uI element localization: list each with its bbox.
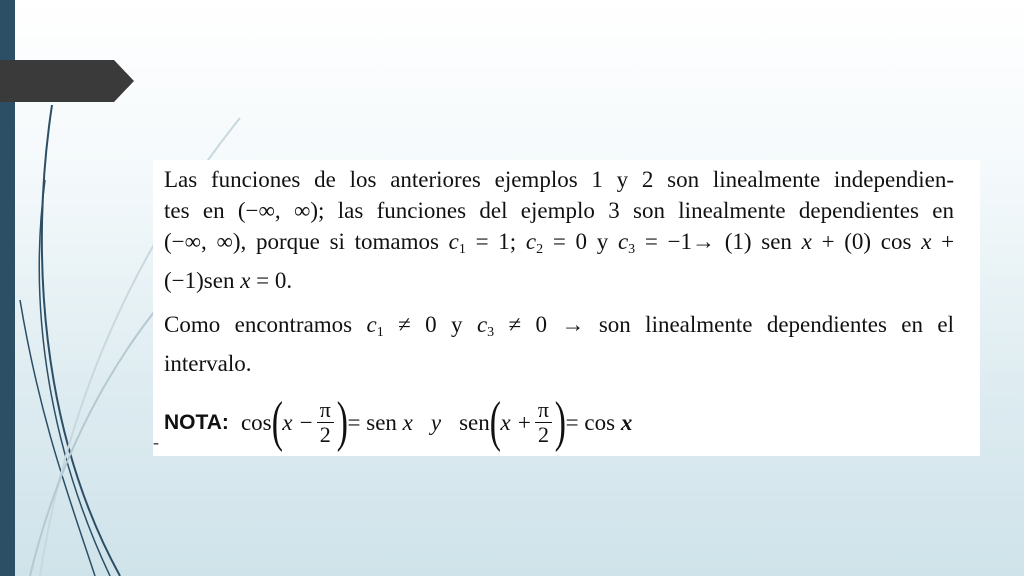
pi-over-2-fraction bbox=[317, 398, 334, 447]
cos-text: cos bbox=[240, 409, 272, 435]
pi-numerator-2: π bbox=[535, 398, 552, 423]
sen-text: sen bbox=[459, 409, 490, 435]
left-paren-2: ( bbox=[489, 391, 501, 453]
paragraph-1 bbox=[164, 160, 954, 296]
eq-sen-text: = sen bbox=[347, 409, 397, 435]
x-plus-text: x + bbox=[500, 409, 532, 435]
title-tab-shape bbox=[0, 60, 134, 102]
fraction-denominator: 2 bbox=[319, 421, 331, 447]
pi-over-2-fraction-2 bbox=[535, 398, 552, 447]
right-paren-2: ) bbox=[554, 391, 566, 453]
stray-dash-mark: - bbox=[153, 432, 159, 452]
p1-line-2: tes en (−∞, ∞); las funciones del ejemplo 3 son linealmente dependientes en bbox=[164, 198, 954, 223]
nota-label: NOTA: bbox=[164, 410, 229, 434]
right-paren: ) bbox=[336, 391, 348, 453]
x-var: x bbox=[402, 409, 413, 435]
p1-line-4: (−1)sen x = 0. bbox=[164, 268, 293, 293]
content-panel bbox=[153, 160, 980, 456]
eq-cos-text: = cos bbox=[565, 409, 616, 435]
x-minus-text: x − bbox=[282, 409, 314, 435]
nota-formula bbox=[164, 392, 632, 452]
x-var-2: x bbox=[620, 409, 633, 435]
p1-line-1: Las funciones de los anteriores ejemplos 1 y 2 son linealmente independien- bbox=[164, 167, 954, 192]
p1-line-3: (−∞, ∞), porque si tomamos $c_1 = 1$; $c_2 = 0$ y $c_3 = -1\to (1)$ sen x + (0) cos x + bbox=[164, 229, 955, 257]
p2-line-1: Como encontramos $c_1 \ne 0$ y $c_3 \ne 0$ → son linealmente dependientes en el bbox=[164, 312, 955, 340]
fraction-denominator-2: 2 bbox=[537, 421, 549, 447]
y-text: y bbox=[430, 409, 442, 435]
pi-numerator: π bbox=[317, 398, 334, 423]
left-paren: ( bbox=[271, 391, 283, 453]
p2-line-2: intervalo. bbox=[164, 351, 252, 376]
paragraph-2 bbox=[164, 309, 954, 379]
